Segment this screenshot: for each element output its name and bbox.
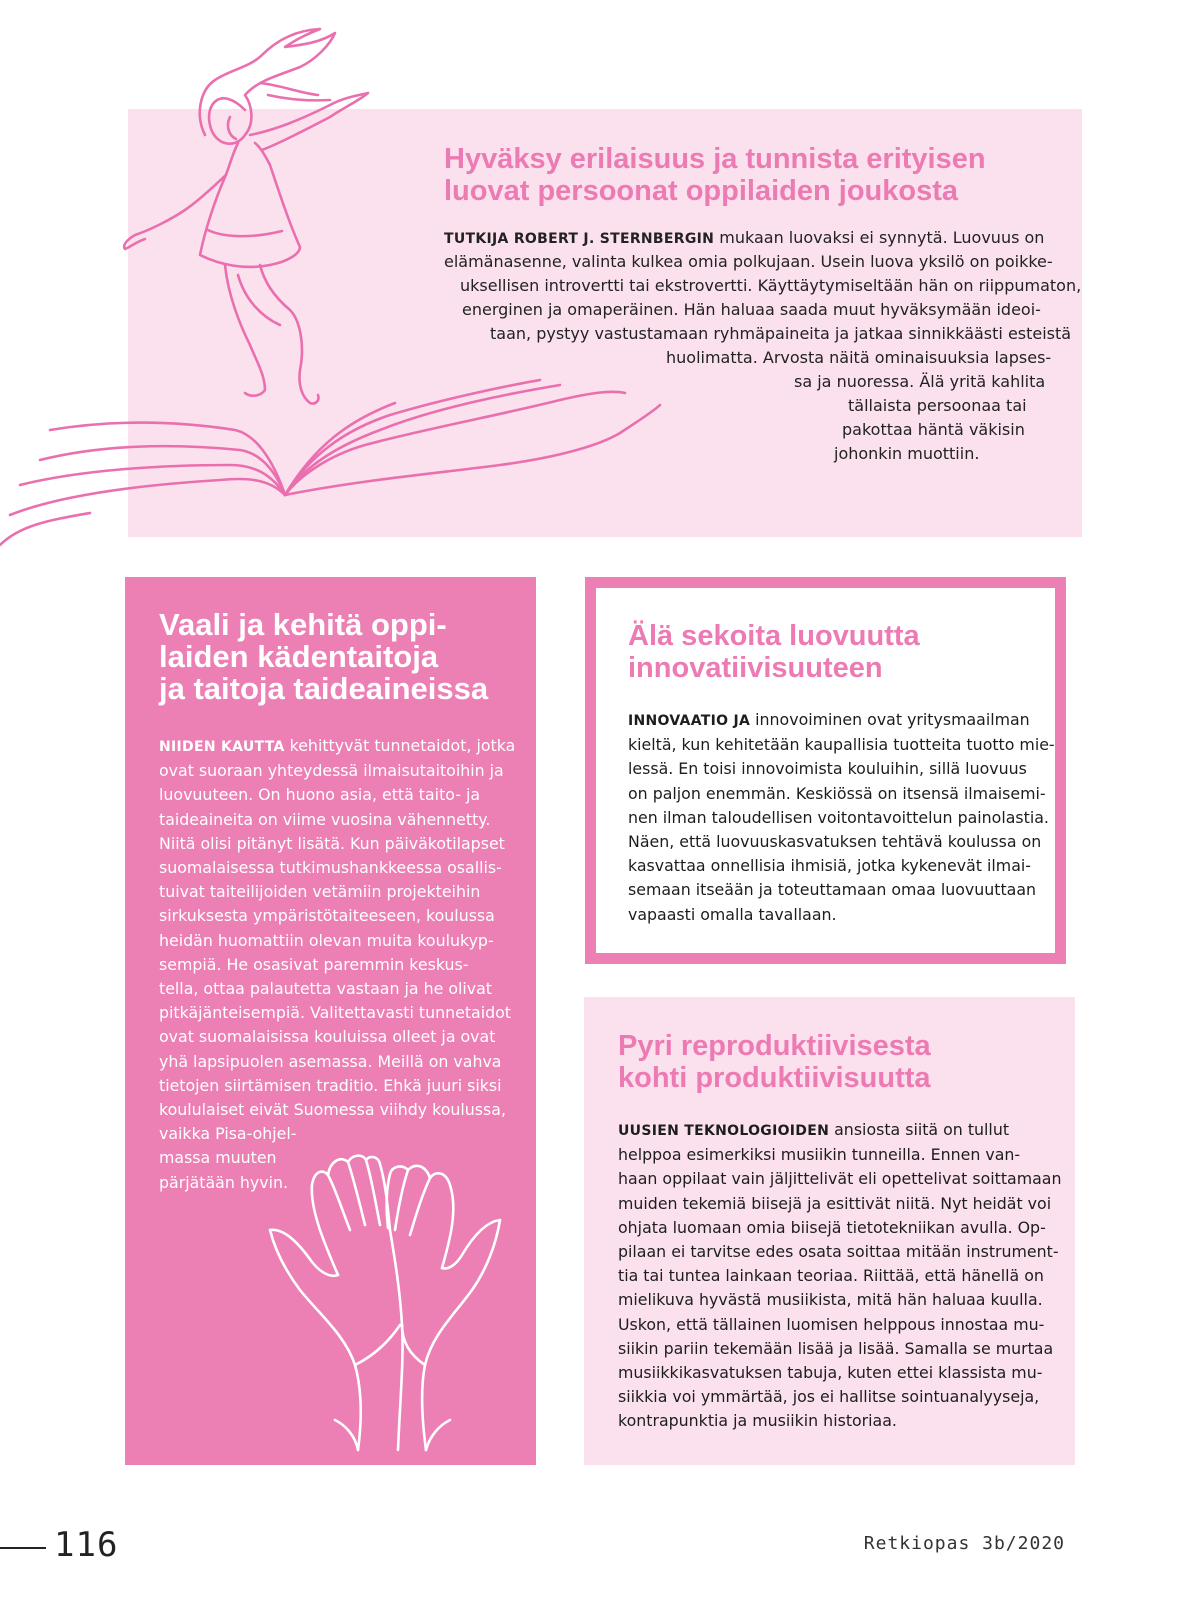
bottom-body-line: pilaan ei tarvitse edes osata soittaa mitään instrument- xyxy=(618,1242,1059,1262)
left-body-line: tella, ottaa palautetta vastaan ja he olivat xyxy=(159,979,492,999)
outlined-body-line: on paljon enemmän. Keskiössä on itsensä ilmaisemi- xyxy=(628,783,1046,803)
left-title-line: Vaali ja kehitä oppi- xyxy=(159,607,447,642)
bottom-article-title xyxy=(618,1030,1058,1094)
outlined-body-line xyxy=(628,708,1048,733)
bottom-body-line: siikin pariin tekemään lisää ja lisää. Samalla se murtaa xyxy=(618,1338,1054,1358)
bottom-title-line: kohti produktiivisuutta xyxy=(618,1062,931,1094)
left-body-line: tietojen siirtämisen traditio. Ehkä juuri siksi xyxy=(159,1075,502,1095)
bottom-body-line xyxy=(618,1118,1058,1143)
left-body-line: ovat suomalaisissa kouluissa olleet ja ovat xyxy=(159,1027,496,1047)
cupped-hands-illustration xyxy=(250,1150,520,1450)
bottom-body-line: ohjata luomaan omia biisejä tietotekniikan avulla. Op- xyxy=(618,1217,1046,1237)
left-title-line: ja taitoja taideaineissa xyxy=(159,671,489,706)
top-body-line: tällaista persoonaa tai xyxy=(848,396,1027,415)
top-body-line: huolimatta. Arvosta näitä ominaisuuksia lapses- xyxy=(666,348,1052,367)
left-body-line xyxy=(159,734,516,759)
outlined-body-line: kasvattaa onnellisia ihmisiä, jotka kykenevät ilmai- xyxy=(628,856,1031,876)
outlined-body-line: nen ilman taloudellisen voitontavoittelun painolastia. xyxy=(628,807,1049,827)
bottom-body-line: haan oppilaat vain jäljittelivät eli opettelivat soittamaan xyxy=(618,1169,1062,1189)
bottom-body-line: tia tai tuntea lainkaan teoriaa. Riittää, että hänellä on xyxy=(618,1266,1044,1286)
left-body-line: suomalaisessa tutkimushankkeessa osallis- xyxy=(159,858,502,878)
footer-rule xyxy=(0,1547,46,1549)
outlined-body-text: innovoiminen ovat yritysmaailman xyxy=(750,710,1030,729)
outlined-body-line: kieltä, kun kehitetään kaupallisia tuotteita tuotto mie- xyxy=(628,735,1055,755)
left-body-line: tuivat taiteilijoiden vetämiin projekteihin xyxy=(159,882,481,902)
bottom-article-body xyxy=(618,1118,1062,1434)
outlined-body-line: vapaasti omalla tavallaan. xyxy=(628,904,837,924)
bottom-title-line: Pyri reproduktiivisesta xyxy=(618,1030,931,1062)
outlined-body-line: semaan itseään ja toteuttamaan omaa luovuuttaan xyxy=(628,880,1037,900)
bottom-body-text: ansiosta siitä on tullut xyxy=(829,1120,1010,1139)
top-body-line: elämänasenne, valinta kulkea omia polkujaan. Usein luova yksilö on poikke- xyxy=(444,252,1053,271)
top-body-text: mukaan luovaksi ei synnytä. Luovuus on xyxy=(714,228,1045,247)
left-body-line: pärjätään hyvin. xyxy=(159,1172,288,1192)
left-lead: NIIDEN KAUTTA xyxy=(159,739,285,755)
left-title-line: laiden kädentaitoja xyxy=(159,639,439,674)
outlined-lead: INNOVAATIO JA xyxy=(628,713,751,729)
outlined-body-line: lessä. En toisi innovoimista kouluihin, sillä luovuus xyxy=(628,759,1027,779)
outlined-article-body xyxy=(628,708,1055,927)
outlined-title-line: innovatiivisuuteen xyxy=(628,652,883,684)
left-body-line: sempiä. He osasivat paremmin keskus- xyxy=(159,954,469,974)
left-body-line: vaikka Pisa-ohjel- xyxy=(159,1124,297,1144)
top-title-line: luovat persoonat oppilaiden joukosta xyxy=(444,175,958,207)
left-body-line: massa muuten xyxy=(159,1148,277,1168)
left-body-line: heidän huomattiin olevan muita koulukyp- xyxy=(159,930,494,950)
top-body-line xyxy=(444,226,1044,251)
left-body-line: Niitä olisi pitänyt lisätä. Kun päiväkotilapset xyxy=(159,833,505,853)
top-body-line: energinen ja omaperäinen. Hän haluaa saada muut hyväksymään ideoi- xyxy=(462,300,1041,319)
top-body-line: taan, pystyy vastustamaan ryhmäpaineita ja jatkaa sinnikkäästi esteistä xyxy=(490,324,1072,343)
top-body-line: pakottaa häntä väkisin xyxy=(842,420,1025,439)
outlined-article-title xyxy=(628,620,1048,684)
bottom-body-line: kontrapunktia ja musiikin historiaa. xyxy=(618,1411,897,1431)
left-body-line: luovuuteen. On huono asia, että taito- ja xyxy=(159,785,481,805)
bottom-lead: UUSIEN TEKNOLOGIOIDEN xyxy=(618,1123,830,1139)
bottom-body-line: siikkia voi ymmärtää, jos ei hallitse sointuanalyyseja, xyxy=(618,1387,1040,1407)
left-body-line: pitkäjänteisempiä. Valitettavasti tunnetaidot xyxy=(159,1003,511,1023)
left-body-line: ovat suoraan yhteydessä ilmaisutaitoihin ja xyxy=(159,761,504,781)
top-body-line: uksellisen introvertti tai ekstrovertti. Käyttäytymiseltään hän on riippumaton, xyxy=(460,276,1082,295)
bottom-body-line: muiden tekemiä biisejä ja esittivät niitä. Nyt heidät voi xyxy=(618,1193,1052,1213)
bottom-body-line: musiikkikasvatuksen tabuja, kuten ettei klassista mu- xyxy=(618,1363,1043,1383)
bottom-body-line: Uskon, että tällainen luomisen helppous innostaa mu- xyxy=(618,1314,1045,1334)
top-title-line: Hyväksy erilaisuus ja tunnista erityisen xyxy=(444,143,986,175)
left-body-line: koululaiset eivät Suomessa viihdy koulussa, xyxy=(159,1100,506,1120)
bottom-body-line: mielikuva hyvästä musiikista, mitä hän haluaa kuulla. xyxy=(618,1290,1043,1310)
bottom-body-line: helppoa esimerkiksi musiikin tunneilla. Ennen van- xyxy=(618,1145,1021,1165)
left-body-line: taideaineita on viime vuosina vähennetty. xyxy=(159,809,491,829)
left-article-title xyxy=(159,609,529,705)
left-body-text: kehittyvät tunnetaidot, jotka xyxy=(284,736,516,755)
top-body-line: sa ja nuoressa. Älä yritä kahlita xyxy=(794,372,1046,391)
top-article-title xyxy=(444,143,1064,207)
left-article-body xyxy=(159,734,516,1195)
top-lead: TUTKIJA ROBERT J. STERNBERGIN xyxy=(444,231,715,247)
outlined-title-line: Älä sekoita luovuutta xyxy=(628,620,920,652)
top-body-line: johonkin muottiin. xyxy=(834,444,980,463)
publication-name: Retkiopas 3b/2020 xyxy=(863,1533,1065,1554)
page-number: 116 xyxy=(54,1525,119,1565)
outlined-body-line: Näen, että luovuuskasvatuksen tehtävä koulussa on xyxy=(628,832,1042,852)
left-body-line: yhä lapsipuolen asemassa. Meillä on vahva xyxy=(159,1051,502,1071)
left-body-line: sirkuksesta ympäristötaiteeseen, koulussa xyxy=(159,906,495,926)
